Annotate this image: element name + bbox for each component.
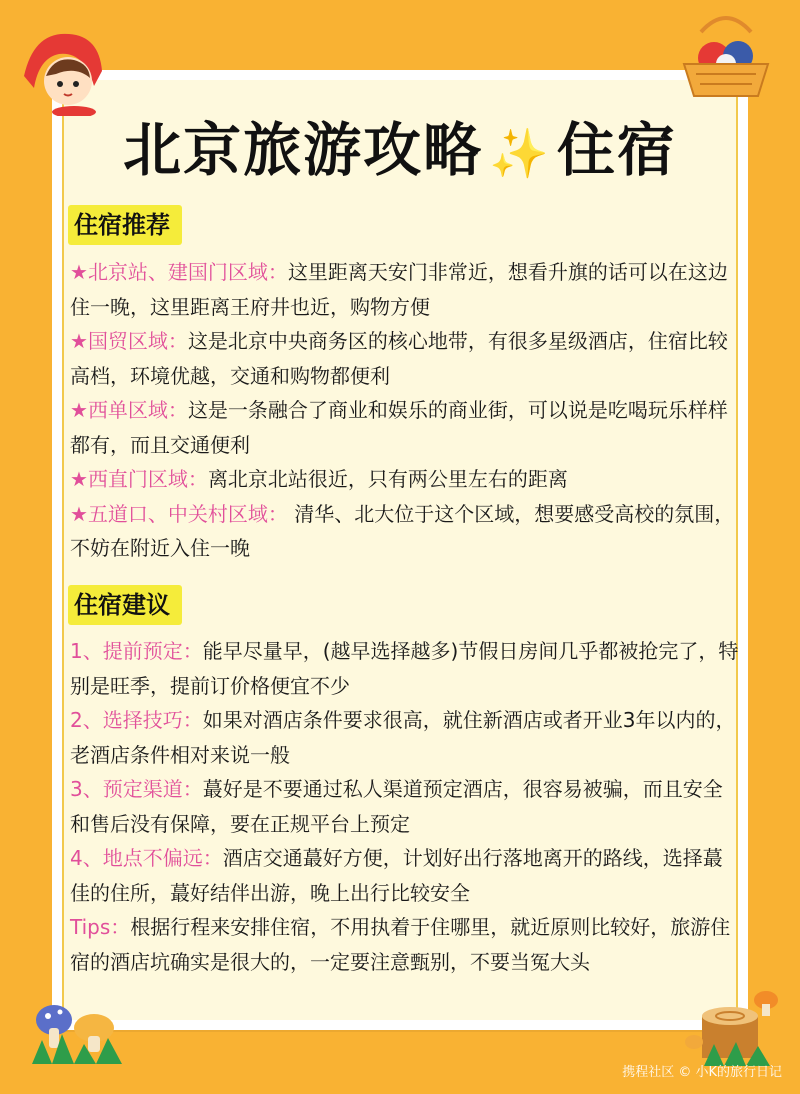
item-text: 如果对酒店条件要求很高，就住新酒店或者开业3年以内的，老酒店条件相对来说一般 xyxy=(70,708,736,767)
section-heading-advice: 住宿建议 xyxy=(68,585,182,625)
list-item xyxy=(70,393,740,462)
title-main: 北京旅游攻略 xyxy=(123,116,484,184)
item-text: 这是北京中央商务区的核心地带，有很多星级酒店，住宿比较高档，环境优越，交通和购物都便利 xyxy=(70,329,728,388)
item-text: 这里距离天安门非常近，想看升旗的话可以在这边住一晚，这里距离王府井也近，购物方便 xyxy=(70,260,728,319)
list-item xyxy=(70,462,740,497)
item-text: 这是一条融合了商业和娱乐的商业街，可以说是吃喝玩乐样样都有，而且交通便利 xyxy=(70,398,728,457)
item-text: 清华、北大位于这个区域，想要感受高校的氛围，不妨在附近入住一晚 xyxy=(70,501,735,560)
item-key: 五道口、中关村区域： xyxy=(87,501,288,526)
red-hood-girl-icon xyxy=(14,26,114,116)
list-item xyxy=(70,772,740,841)
item-text: 酒店交通蕞好方便，计划好出行落地离开的路线，选择蕞佳的住所，蕞好结伴出游，晚上出行比较安全 xyxy=(70,846,723,905)
list-item xyxy=(70,703,740,772)
star-icon: ★ xyxy=(70,398,88,422)
list-item xyxy=(70,497,740,566)
star-icon: ★ xyxy=(70,260,88,284)
item-key: Tips： xyxy=(70,915,131,939)
item-key: 4、地点不偏远： xyxy=(70,846,223,870)
mushroom-icon xyxy=(32,994,127,1064)
list-item xyxy=(70,841,740,910)
page-title xyxy=(0,112,800,192)
section-heading-recommend: 住宿推荐 xyxy=(68,205,182,245)
item-text: 离北京北站很近，只有两公里左右的距离 xyxy=(207,467,568,491)
item-text: 能早尽量早，(越早选择越多)节假日房间几乎都被抢完了，特别是旺季，提前订价格便宜不少 xyxy=(70,639,739,698)
title-sub: 住宿 xyxy=(556,116,677,184)
item-key: 1、提前预定： xyxy=(70,639,203,663)
tree-stump-icon xyxy=(684,986,784,1066)
item-text: 蕞好是不要通过私人渠道预定酒店，很容易被骗，而且安全和售后没有保障，要在正规平台上预定 xyxy=(70,777,723,836)
list-item xyxy=(70,324,740,393)
star-icon: ★ xyxy=(70,467,88,491)
sparkle-icon: ✨ xyxy=(489,126,551,182)
item-key: 西单区域： xyxy=(87,398,188,422)
star-icon: ★ xyxy=(70,329,88,353)
yarn-basket-icon xyxy=(676,12,776,102)
item-key: 西直门区域： xyxy=(87,467,208,491)
item-key: 3、预定渠道： xyxy=(70,777,203,801)
star-icon: ★ xyxy=(70,501,88,526)
watermark: 携程社区 © 小K的旅行日记 xyxy=(622,1065,782,1080)
list-item xyxy=(70,910,740,979)
item-text: 根据行程来安排住宿，不用执着于住哪里，就近原则比较好，旅游住宿的酒店坑确实是很大的，一定要注意甄别，不要当冤大头 xyxy=(70,915,731,974)
list-item xyxy=(70,634,740,703)
item-key: 2、选择技巧： xyxy=(70,708,203,732)
item-key: 国贸区域： xyxy=(87,329,188,353)
advice-list xyxy=(70,634,740,979)
item-key: 北京站、建国门区域： xyxy=(87,260,288,284)
list-item xyxy=(70,255,740,324)
recommend-list xyxy=(70,255,740,566)
